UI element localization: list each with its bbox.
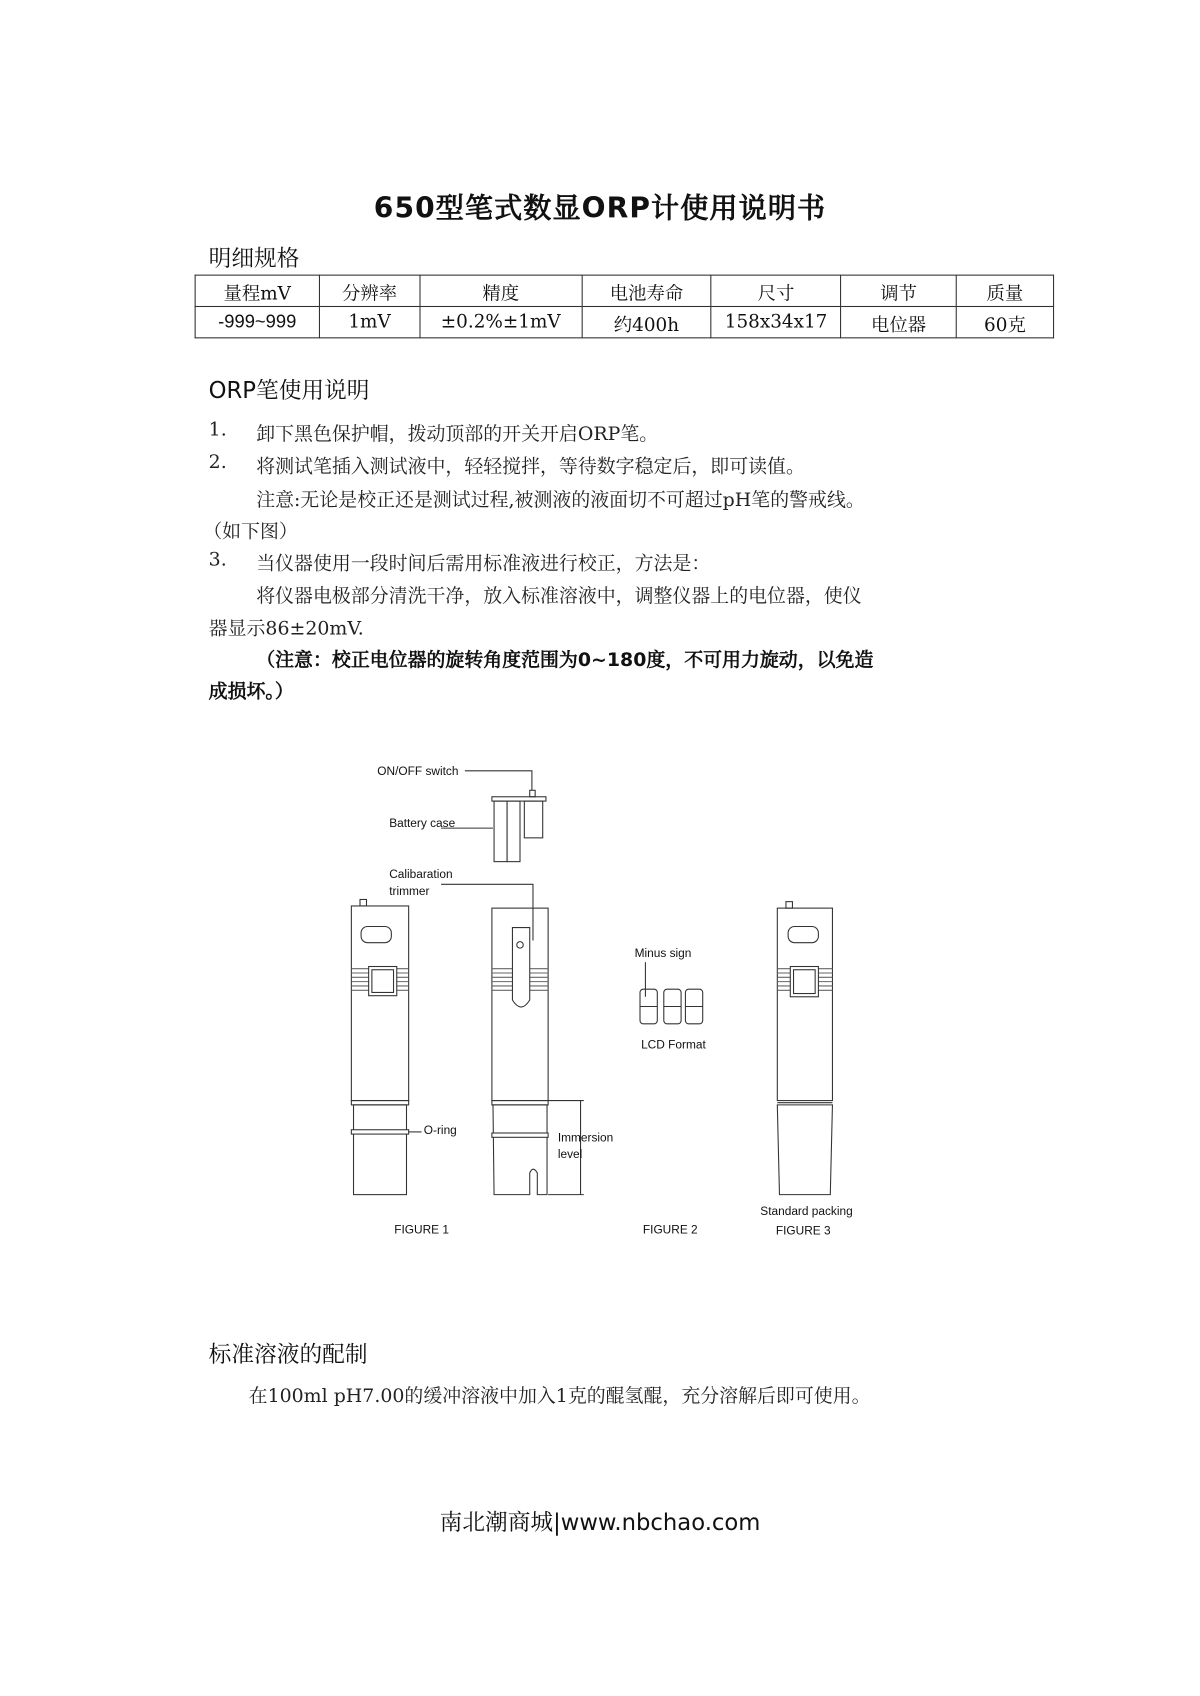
- label-immersion-level: level: [557, 1146, 583, 1161]
- label-calibration-trimmer: Calibaration: [389, 866, 453, 881]
- value-cell: 电位器: [841, 306, 956, 337]
- label-on-off-switch: ON/OFF switch: [377, 764, 459, 779]
- value-cell: 1mV: [319, 306, 419, 337]
- value-cell: ±0.2%±1mV: [420, 306, 582, 337]
- item-number: 1.: [208, 419, 227, 442]
- header-cell: 尺寸: [711, 275, 841, 306]
- label-o-ring: O-ring: [423, 1123, 457, 1138]
- footer-watermark: 南北潮商城|www.nbchao.com: [439, 1509, 761, 1536]
- item-text: 将测试笔插入测试液中，轻轻搅拌，等待数字稳定后，即可读值。: [256, 456, 805, 478]
- item-number: 2.: [208, 451, 227, 474]
- solution-text: 在100ml pH7.00的缓冲溶液中加入1克的醌氢醌，充分溶解后即可使用。: [248, 1385, 871, 1408]
- item-text: 器显示86±20mV.: [208, 618, 364, 641]
- header-cell: 电池寿命: [582, 275, 712, 306]
- header-cell: 分辨率: [319, 275, 419, 306]
- label-immersion-level: Immersion: [557, 1130, 614, 1145]
- label-battery-case: Battery case: [389, 816, 456, 831]
- item-number: 3.: [208, 549, 227, 571]
- value-cell: 约400h: [582, 306, 712, 337]
- warning-note: （注意：校正电位器的旋转角度范围为0~180度，不可用力旋动，以免造: [256, 649, 874, 672]
- label-minus-sign: Minus sign: [634, 945, 692, 960]
- value-cell: -999~999: [195, 306, 319, 337]
- value-cell: 158x34x17: [711, 306, 841, 337]
- lcd-digits-drawing: [640, 962, 703, 1024]
- spec-heading: 明细规格: [208, 245, 300, 272]
- figure1-caption: FIGURE 1: [394, 1222, 450, 1237]
- header-cell: 质量: [956, 275, 1053, 306]
- value-cell: 60克: [956, 306, 1053, 337]
- document-title: 650型笔式数显ORP计使用说明书: [373, 192, 827, 225]
- header-cell: 调节: [841, 275, 956, 306]
- warning-note: 成损坏。）: [208, 681, 294, 703]
- note-text: （如下图）: [203, 521, 298, 543]
- figure3-pen-drawing: [777, 902, 832, 1195]
- item-text: 将仪器电极部分清洗干净，放入标准溶液中，调整仪器上的电位器，使仪: [256, 585, 862, 608]
- battery-case-drawing: [441, 771, 546, 941]
- solution-heading: 标准溶液的配制: [208, 1341, 368, 1368]
- header-cell: 量程mV: [195, 275, 319, 306]
- figure1-pen-drawing: [351, 899, 421, 1194]
- item-text: 卸下黑色保护帽，拨动顶部的开关开启ORP笔。: [256, 423, 659, 446]
- label-lcd-format: LCD Format: [641, 1037, 706, 1052]
- header-cell: 精度: [420, 275, 582, 306]
- item-text: 当仪器使用一段时间后需用标准液进行校正，方法是：: [256, 553, 711, 576]
- figure3-caption: FIGURE 3: [775, 1223, 831, 1238]
- figure2-caption: FIGURE 2: [642, 1222, 698, 1237]
- note-text: 注意:无论是校正还是测试过程,被测液的液面切不可超过pH笔的警戒线。: [256, 489, 865, 512]
- label-calibration-trimmer: trimmer: [389, 884, 430, 899]
- usage-heading: ORP笔使用说明: [208, 377, 370, 404]
- label-standard-packing: Standard packing: [760, 1204, 853, 1219]
